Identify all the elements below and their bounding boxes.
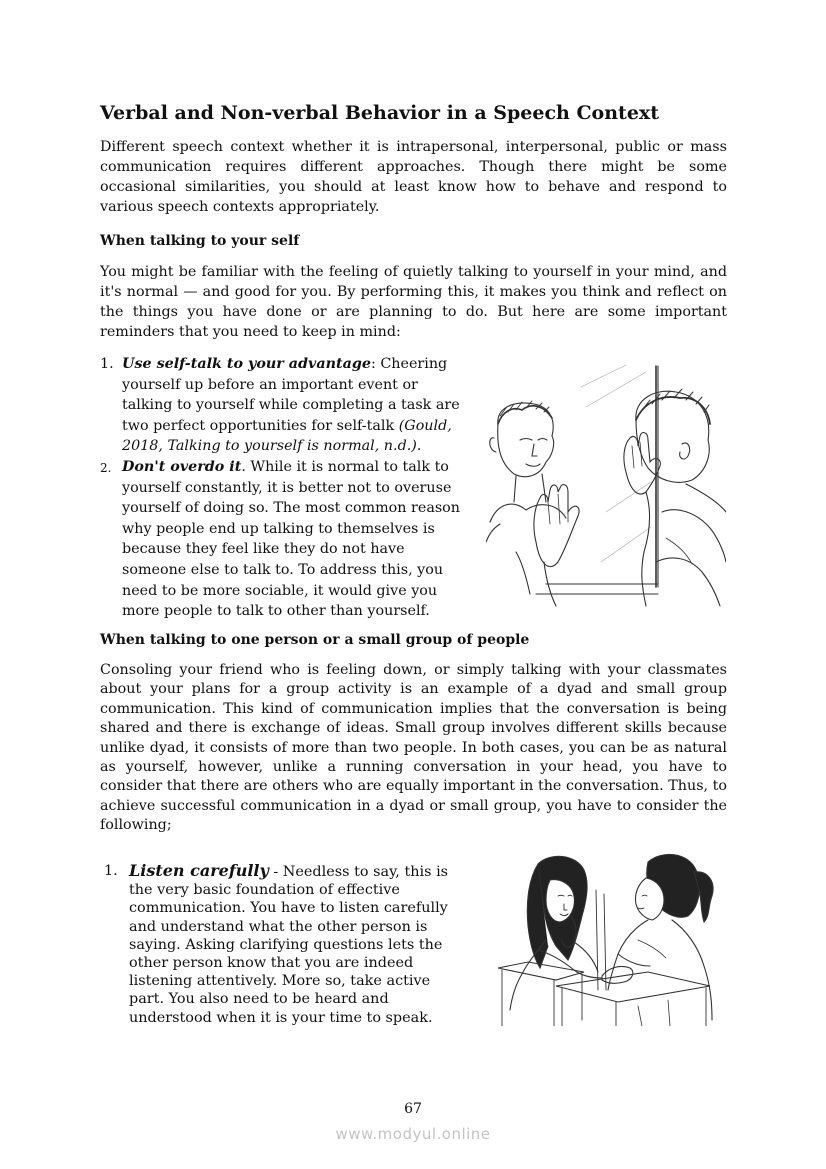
group-talk-list (104, 862, 462, 1027)
group-talk-heading: When talking to one person or a small group of people (100, 632, 530, 648)
self-talk-paragraph: You might be familiar with the feeling of quietly talking to yourself in your mind, and it's normal — and good for you. By performing this, it makes you think and reflect on the things you have done or are planning to do. But here are some important reminders that you need to keep in mind: (100, 264, 727, 340)
list-text: Cheering yourself up before an important event or talking to yourself while completing a task are two perfect opportunities for self-talk (122, 356, 460, 434)
list-item (104, 862, 462, 1027)
list-term: Don't overdo it (122, 458, 242, 475)
girls-talking-illustration (498, 850, 728, 1026)
list-number: 1. (104, 863, 118, 879)
list-term-sep: . (241, 458, 246, 475)
list-number: 2. (100, 460, 112, 475)
group-talk-paragraph: Consoling your friend who is feeling down, or simply talking with your classmates about your plans for a group activity is an example of a dyad and small group communication. This kind of communication implies that the conversation is being shared and there is exchange of ideas. Small group involves different skills because unlike dyad, it consists of more than two people. In both cases, you can be as natural as yourself, however, unlike a running conversation in your head, you have to consider that there are others who are equally important in the conversation. Thus, to achieve successful communication in a dyad or small group, you have to consider the following; (100, 662, 727, 834)
list-item (100, 354, 470, 457)
citation: (Gould, 2018, Talking to yourself is normal, n.d.) (122, 417, 452, 455)
list-term: Listen carefully (129, 861, 269, 880)
mirror-self-talk-illustration (486, 362, 726, 607)
list-number: 1. (100, 356, 114, 372)
page-number: 67 (404, 1101, 422, 1117)
list-tail: . (416, 438, 422, 455)
list-text: While it is normal to talk to yourself constantly, it is better not to overuse yourself of doing so. The most common reason why people end up talking to themselves is because they feel like they do not have someone else to talk to. To address this, you need to be more sociable, it would give you more people to talk to other than yourself. (122, 458, 460, 620)
list-text: - Needless to say, this is the very basic foundation of effective communication. You have to listen carefully and understand what the other person is saying. Asking clarifying questions lets the other person know that you are indeed listening attentively. More so, take active part. You also need to be heard and understood when it is your time to speak. (129, 864, 449, 1026)
list-term: Use self-talk to your advantage (122, 356, 371, 372)
self-talk-list (100, 354, 470, 622)
list-item (100, 457, 470, 622)
self-talk-heading: When talking to your self (100, 233, 300, 249)
intro-paragraph: Different speech context whether it is intrapersonal, interpersonal, public or mass communication requires different approaches. Though there might be some occasional similarities, you should at least know how to behave and respond to various speech contexts appropriately. (100, 139, 727, 215)
watermark: www.modyul.online (335, 1125, 491, 1143)
list-term-sep: : (370, 356, 376, 372)
page-title: Verbal and Non-verbal Behavior in a Speech Context (100, 102, 660, 124)
